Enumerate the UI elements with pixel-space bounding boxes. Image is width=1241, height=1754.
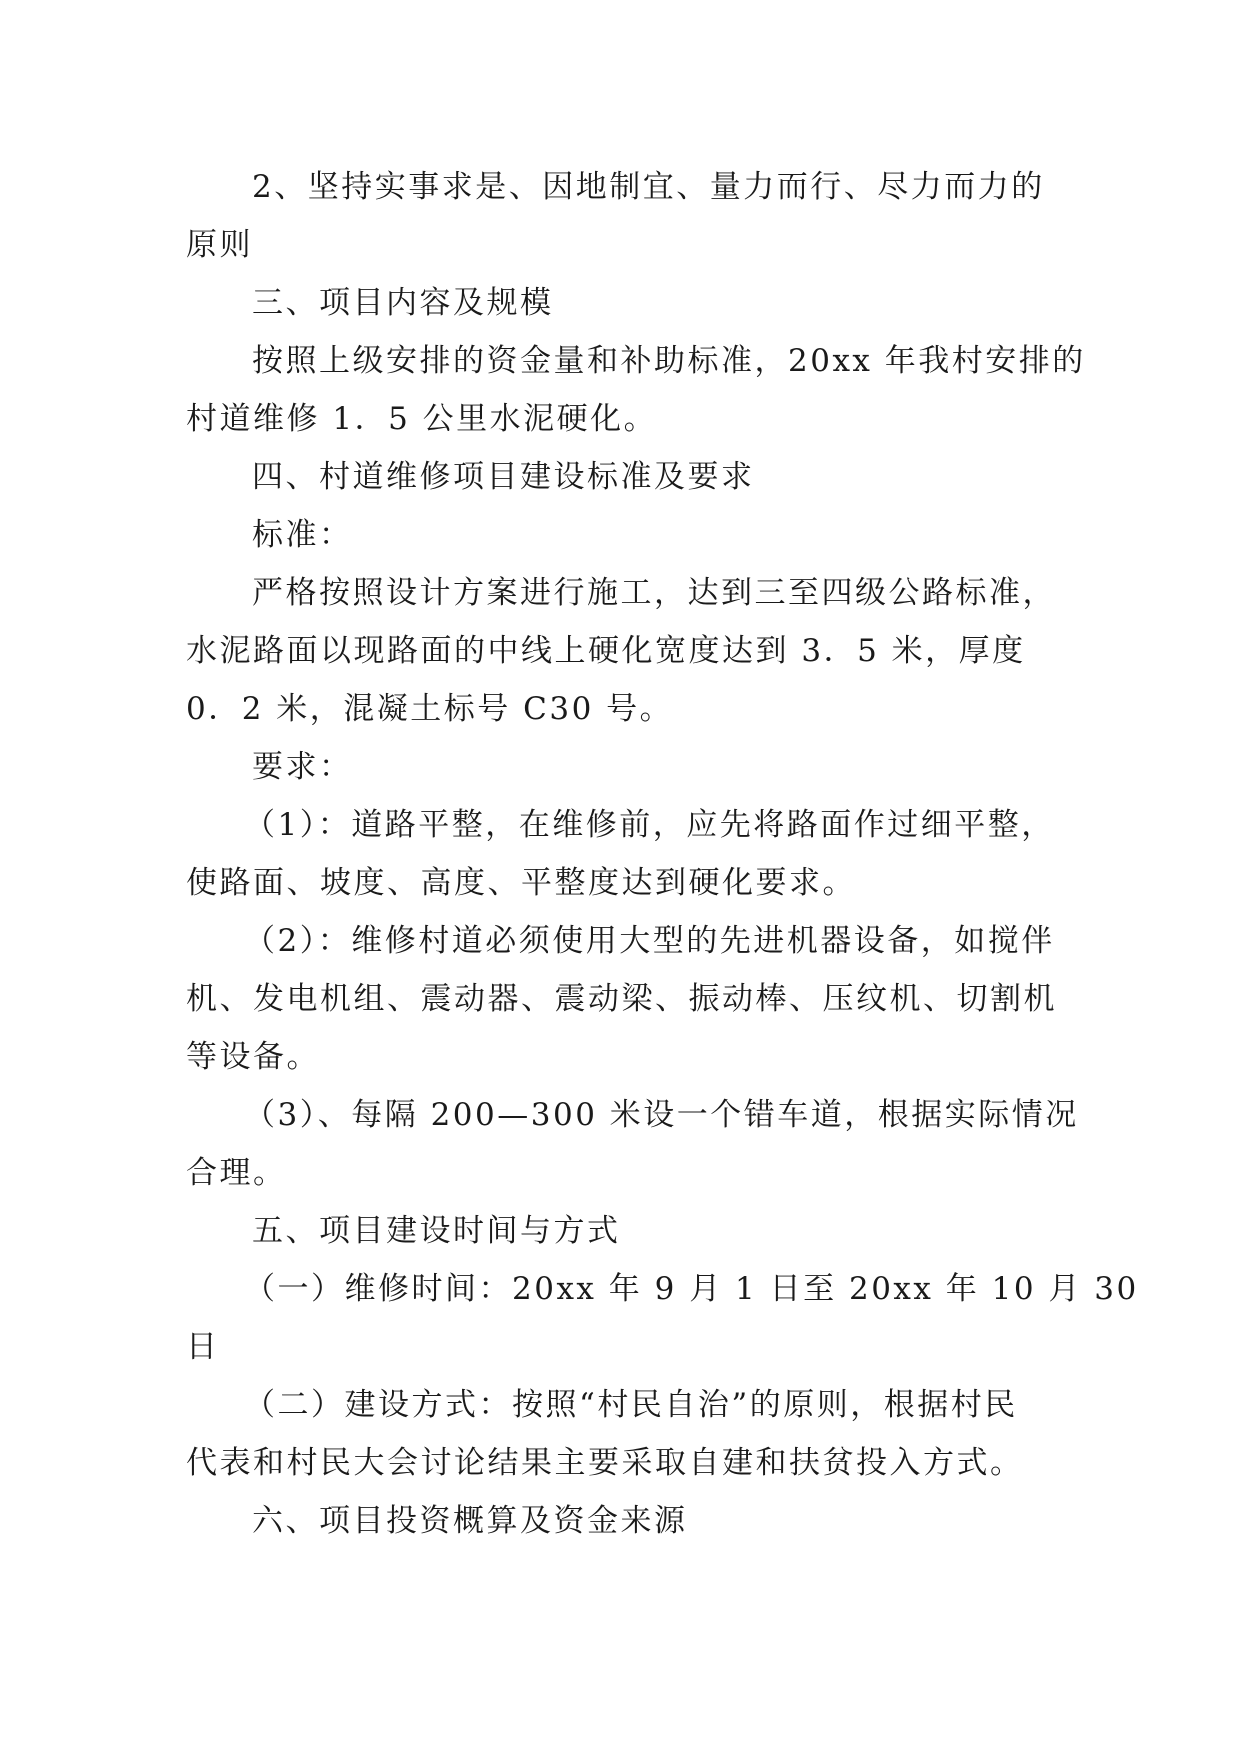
text-line: （2）：维修村道必须使用大型的先进机器设备，如搅伴: [244, 923, 1055, 959]
text-line: 标准：: [252, 517, 353, 553]
paragraph-project-scope: [186, 332, 1086, 448]
text-line: 原则: [186, 227, 253, 263]
text-line: 日: [186, 1329, 220, 1365]
subheading-standard: [186, 506, 1046, 564]
paragraph-requirement-1: [186, 796, 1055, 912]
document-body: [186, 158, 1139, 1550]
text-line: 使路面、坡度、高度、平整度达到硬化要求。: [186, 865, 856, 901]
text-line: 村道维修 1．5 公里水泥硬化。: [186, 401, 658, 437]
text-line: 严格按照设计方案进行施工，达到三至四级公路标准，: [252, 575, 1056, 611]
paragraph-requirement-2: [186, 912, 1057, 1086]
section-heading-5: [186, 1202, 1046, 1260]
text-line: 要求：: [252, 749, 353, 785]
text-line: （一）维修时间：20xx 年 9 月 1 日至 20xx 年 10 月 30: [244, 1271, 1139, 1307]
subheading-requirements: [186, 738, 1046, 796]
text-line: 水泥路面以现路面的中线上硬化宽度达到 3．5 米，厚度: [186, 633, 1026, 669]
paragraph-construction-method: [186, 1376, 1046, 1492]
text-line: 合理。: [186, 1155, 287, 1191]
heading-text: 四、村道维修项目建设标准及要求: [252, 459, 755, 495]
text-line: 代表和村民大会讨论结果主要采取自建和扶贫投入方式。: [186, 1445, 1024, 1481]
paragraph-principle-2: [186, 158, 1046, 274]
heading-text: 六、项目投资概算及资金来源: [252, 1503, 688, 1539]
text-line: 0．2 米，混凝土标号 C30 号。: [186, 691, 674, 727]
paragraph-standard: [186, 564, 1056, 738]
paragraph-maintenance-time: [186, 1260, 1139, 1376]
text-line: （1）：道路平整，在维修前，应先将路面作过细平整，: [244, 807, 1055, 843]
heading-text: 五、项目建设时间与方式: [252, 1213, 621, 1249]
paragraph-requirement-3: [186, 1086, 1079, 1202]
heading-text: 三、项目内容及规模: [252, 285, 554, 321]
text-line: 机、发电机组、震动器、震动梁、振动棒、压纹机、切割机: [186, 981, 1057, 1017]
text-line: （3）、每隔 200—300 米设一个错车道，根据实际情况: [244, 1097, 1079, 1133]
section-heading-3: [186, 274, 1046, 332]
section-heading-4: [186, 448, 1046, 506]
text-line: 等设备。: [186, 1039, 320, 1075]
text-line: 按照上级安排的资金量和补助标准，20xx 年我村安排的: [252, 343, 1086, 379]
section-heading-6: [186, 1492, 1046, 1550]
text-line: （二）建设方式：按照“村民自治”的原则，根据村民: [244, 1387, 1018, 1423]
text-line: 2、坚持实事求是、因地制宜、量力而行、尽力而力的: [252, 169, 1045, 205]
